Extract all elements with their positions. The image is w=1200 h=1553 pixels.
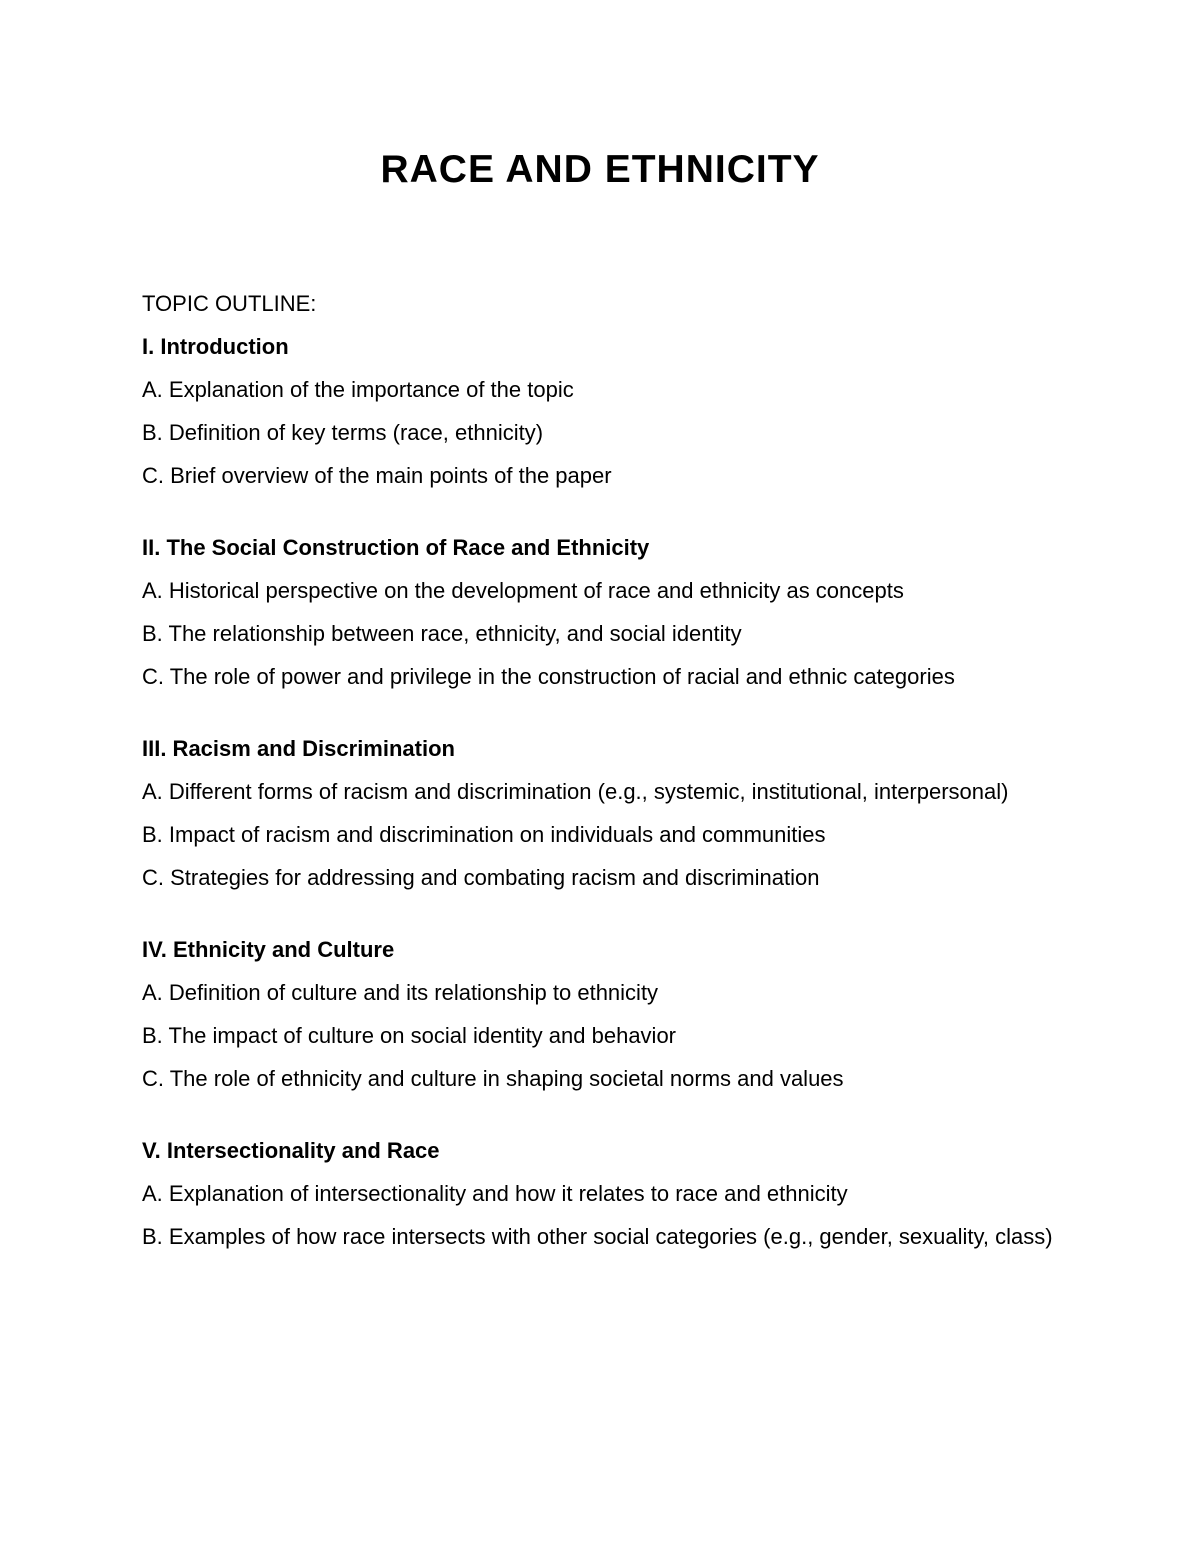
section-item: B. Definition of key terms (race, ethnicity): [142, 420, 544, 445]
section-item: B. The impact of culture on social identity and behavior: [142, 1023, 677, 1048]
section-heading: V. Intersectionality and Race: [142, 1138, 440, 1163]
section-heading: IV. Ethnicity and Culture: [142, 937, 395, 962]
outline-section-intersectionality: [142, 1136, 1072, 1252]
outline-section-racism-discrimination: [142, 734, 1072, 893]
outline-section-ethnicity-culture: [142, 935, 1072, 1094]
document-title: RACE AND ETHNICITY: [380, 148, 820, 191]
section-item: A. Explanation of the importance of the topic: [142, 377, 574, 402]
outline-section-introduction: [142, 332, 1072, 491]
section-item: A. Definition of culture and its relationship to ethnicity: [142, 980, 659, 1005]
section-item: B. Impact of racism and discrimination on individuals and communities: [142, 822, 826, 847]
outline-section-social-construction: [142, 533, 1072, 692]
section-item: A. Explanation of intersectionality and how it relates to race and ethnicity: [142, 1181, 848, 1206]
section-item: B. Examples of how race intersects with other social categories (e.g., gender, sexuality, class): [142, 1224, 1053, 1249]
section-item: C. The role of ethnicity and culture in shaping societal norms and values: [142, 1066, 844, 1091]
section-item: A. Different forms of racism and discrimination (e.g., systemic, institutional, interpersonal): [142, 779, 1009, 804]
section-heading: II. The Social Construction of Race and Ethnicity: [142, 535, 650, 560]
section-item: C. Strategies for addressing and combating racism and discrimination: [142, 865, 820, 890]
section-heading: I. Introduction: [142, 334, 289, 359]
section-item: A. Historical perspective on the development of race and ethnicity as concepts: [142, 578, 904, 603]
section-item: B. The relationship between race, ethnicity, and social identity: [142, 621, 742, 646]
section-item: C. The role of power and privilege in the construction of racial and ethnic categories: [142, 664, 955, 689]
topic-outline: [142, 289, 1072, 1252]
outline-label: TOPIC OUTLINE:: [142, 291, 317, 316]
section-heading: III. Racism and Discrimination: [142, 736, 455, 761]
section-item: C. Brief overview of the main points of the paper: [142, 463, 612, 488]
